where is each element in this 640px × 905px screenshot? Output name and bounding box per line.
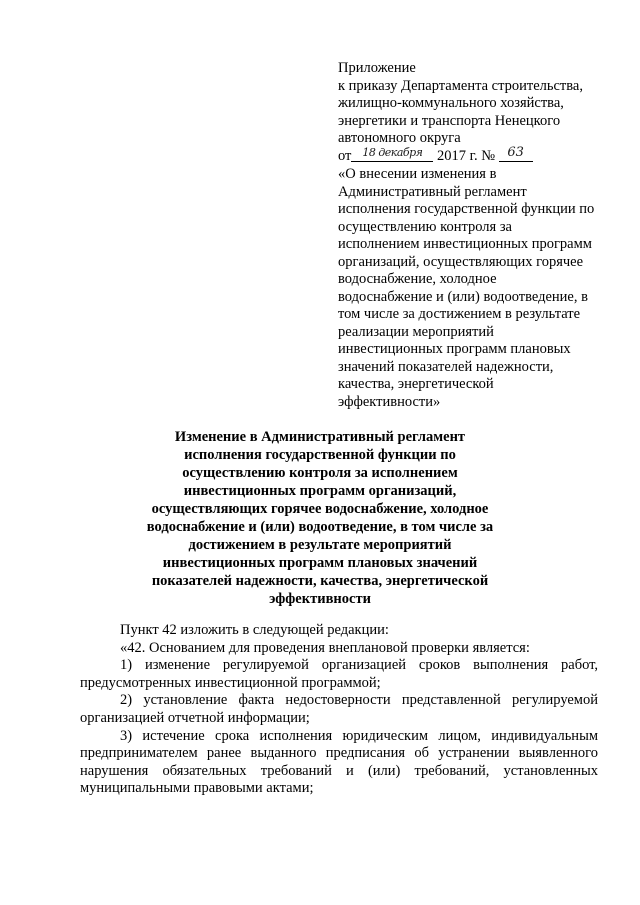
title-line: водоснабжение и (или) водоотведение, в том числе за	[146, 519, 494, 535]
order-title-line: исполнением инвестиционных программ	[338, 236, 592, 252]
title-line: инвестиционных программ плановых значений	[162, 555, 478, 571]
title-line: осуществлению контроля за исполнением	[182, 465, 458, 481]
title-line: исполнения государственной функции по	[184, 447, 456, 463]
order-title-line: том числе за достижением в результате	[338, 306, 581, 322]
list-item: 3) истечение срока исполнения юридическим лицом, индивидуальным предпринимателем ранее выданного предписания об устранении выявленного нарушения обязательных требований и (или) требований, установленных муниципальными правовыми актами;	[80, 727, 598, 797]
title-line: эффективности	[269, 591, 371, 607]
appendix-block	[338, 60, 608, 411]
handwritten-date: 18 декабря	[351, 144, 433, 163]
intro-paragraph: Пункт 42 изложить в следующей редакции:	[120, 622, 389, 638]
order-title-line: водоснабжение и (или) водоотведение, в	[338, 288, 588, 305]
order-title-line: «О внесении изменения в	[338, 166, 497, 182]
appendix-line: к приказу Департамента строительства,	[338, 77, 583, 94]
order-title-line: инвестиционных программ плановых	[338, 341, 571, 357]
date-prefix: от	[338, 147, 352, 164]
title-line: Изменение в Административный регламент	[174, 429, 466, 445]
year-number-label: 2017 г. №	[437, 147, 496, 164]
title-line: показателей надежности, качества, энергетической	[151, 573, 489, 589]
order-title-line: Административный регламент	[338, 183, 527, 200]
title-line: достижением в результате мероприятий	[188, 537, 452, 553]
order-title-line: водоснабжение, холодное	[338, 271, 497, 287]
order-title-line: реализации мероприятий	[338, 323, 494, 340]
order-title-line: эффективности»	[338, 393, 441, 410]
handwritten-order-number: 63	[499, 144, 533, 163]
appendix-line: автономного округа	[338, 130, 461, 146]
order-title-line: исполнения государственной функции по	[338, 201, 595, 217]
list-item: 1) изменение регулируемой организацией сроков выполнения работ, предусмотренных инвестиционной программой;	[80, 657, 598, 691]
list-item: 2) установление факта недостоверности представленной регулируемой организацией отчетной информации;	[80, 692, 598, 726]
title-line: осуществляющих горячее водоснабжение, холодное	[151, 501, 489, 517]
document-title	[140, 428, 500, 608]
appendix-line: энергетики и транспорта Ненецкого	[338, 112, 561, 129]
order-title-line: осуществлению контроля за	[338, 218, 512, 235]
clause-paragraph: «42. Основанием для проведения внеплановой проверки является:	[120, 639, 530, 656]
order-title-line: значений показателей надежности,	[338, 358, 554, 375]
document-body	[80, 622, 598, 798]
order-date-line	[338, 144, 608, 167]
title-line: инвестиционных программ организаций,	[183, 483, 457, 499]
appendix-line: жилищно-коммунального хозяйства,	[338, 95, 564, 111]
order-title-line: качества, энергетической	[338, 376, 494, 392]
order-title-line: организаций, осуществляющих горячее	[338, 253, 584, 270]
appendix-line: Приложение	[338, 60, 416, 76]
